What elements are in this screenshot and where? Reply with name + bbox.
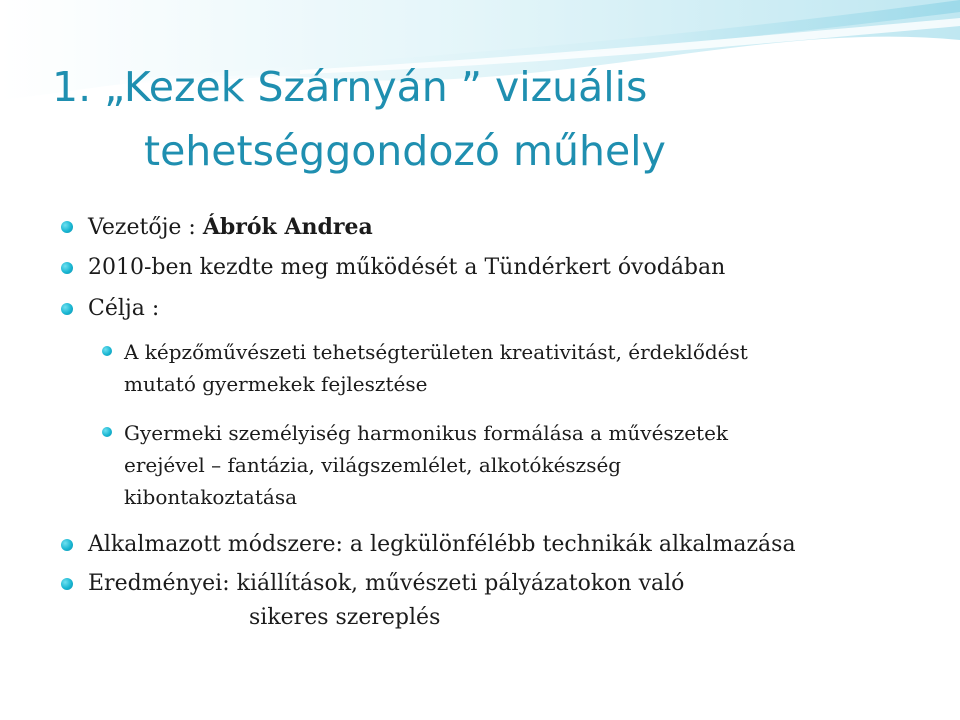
title-line-2: tehetséggondozó műhely [144, 127, 666, 175]
leader-label: Vezetője : [88, 215, 203, 240]
bullet-icon [61, 221, 73, 233]
list-item-goal-creativity [124, 336, 748, 400]
list-item-goal-personality [124, 417, 728, 513]
bullet-icon [61, 539, 73, 551]
results-line-2: sikeres szereplés [249, 605, 441, 630]
goal-personality-line-1: Gyermeki személyiség harmonikus formálása a művészetek [124, 421, 729, 445]
bullet-icon [61, 262, 73, 274]
list-item-started: 2010-ben kezdte meg működését a Tündérkert óvodában [88, 255, 726, 280]
sub-bullet-icon [102, 346, 112, 356]
goal-creativity-line-1: A képzőművészeti tehetségterületen kreativitást, érdeklődést [124, 340, 748, 364]
list-item-goal: Célja : [88, 296, 160, 321]
list-item-results [88, 567, 684, 635]
sub-bullet-icon [102, 427, 112, 437]
list-item-leader [88, 210, 373, 245]
title-line-1: 1. „Kezek Szárnyán ” vizuális [52, 63, 648, 111]
leader-name: Ábrók Andrea [202, 214, 373, 240]
list-item-method: Alkalmazott módszere: a legkülönfélébb technikák alkalmazása [88, 532, 796, 557]
bullet-icon [61, 303, 73, 315]
results-line-1: Eredményei: kiállítások, művészeti pályázatokon való [88, 571, 685, 596]
bullet-icon [61, 578, 73, 590]
goal-personality-line-2: erejével – fantázia, világszemlélet, alkotókészség [124, 453, 622, 477]
goal-creativity-line-2: mutató gyermekek fejlesztése [124, 372, 428, 396]
goal-personality-line-3: kibontakoztatása [124, 485, 298, 509]
